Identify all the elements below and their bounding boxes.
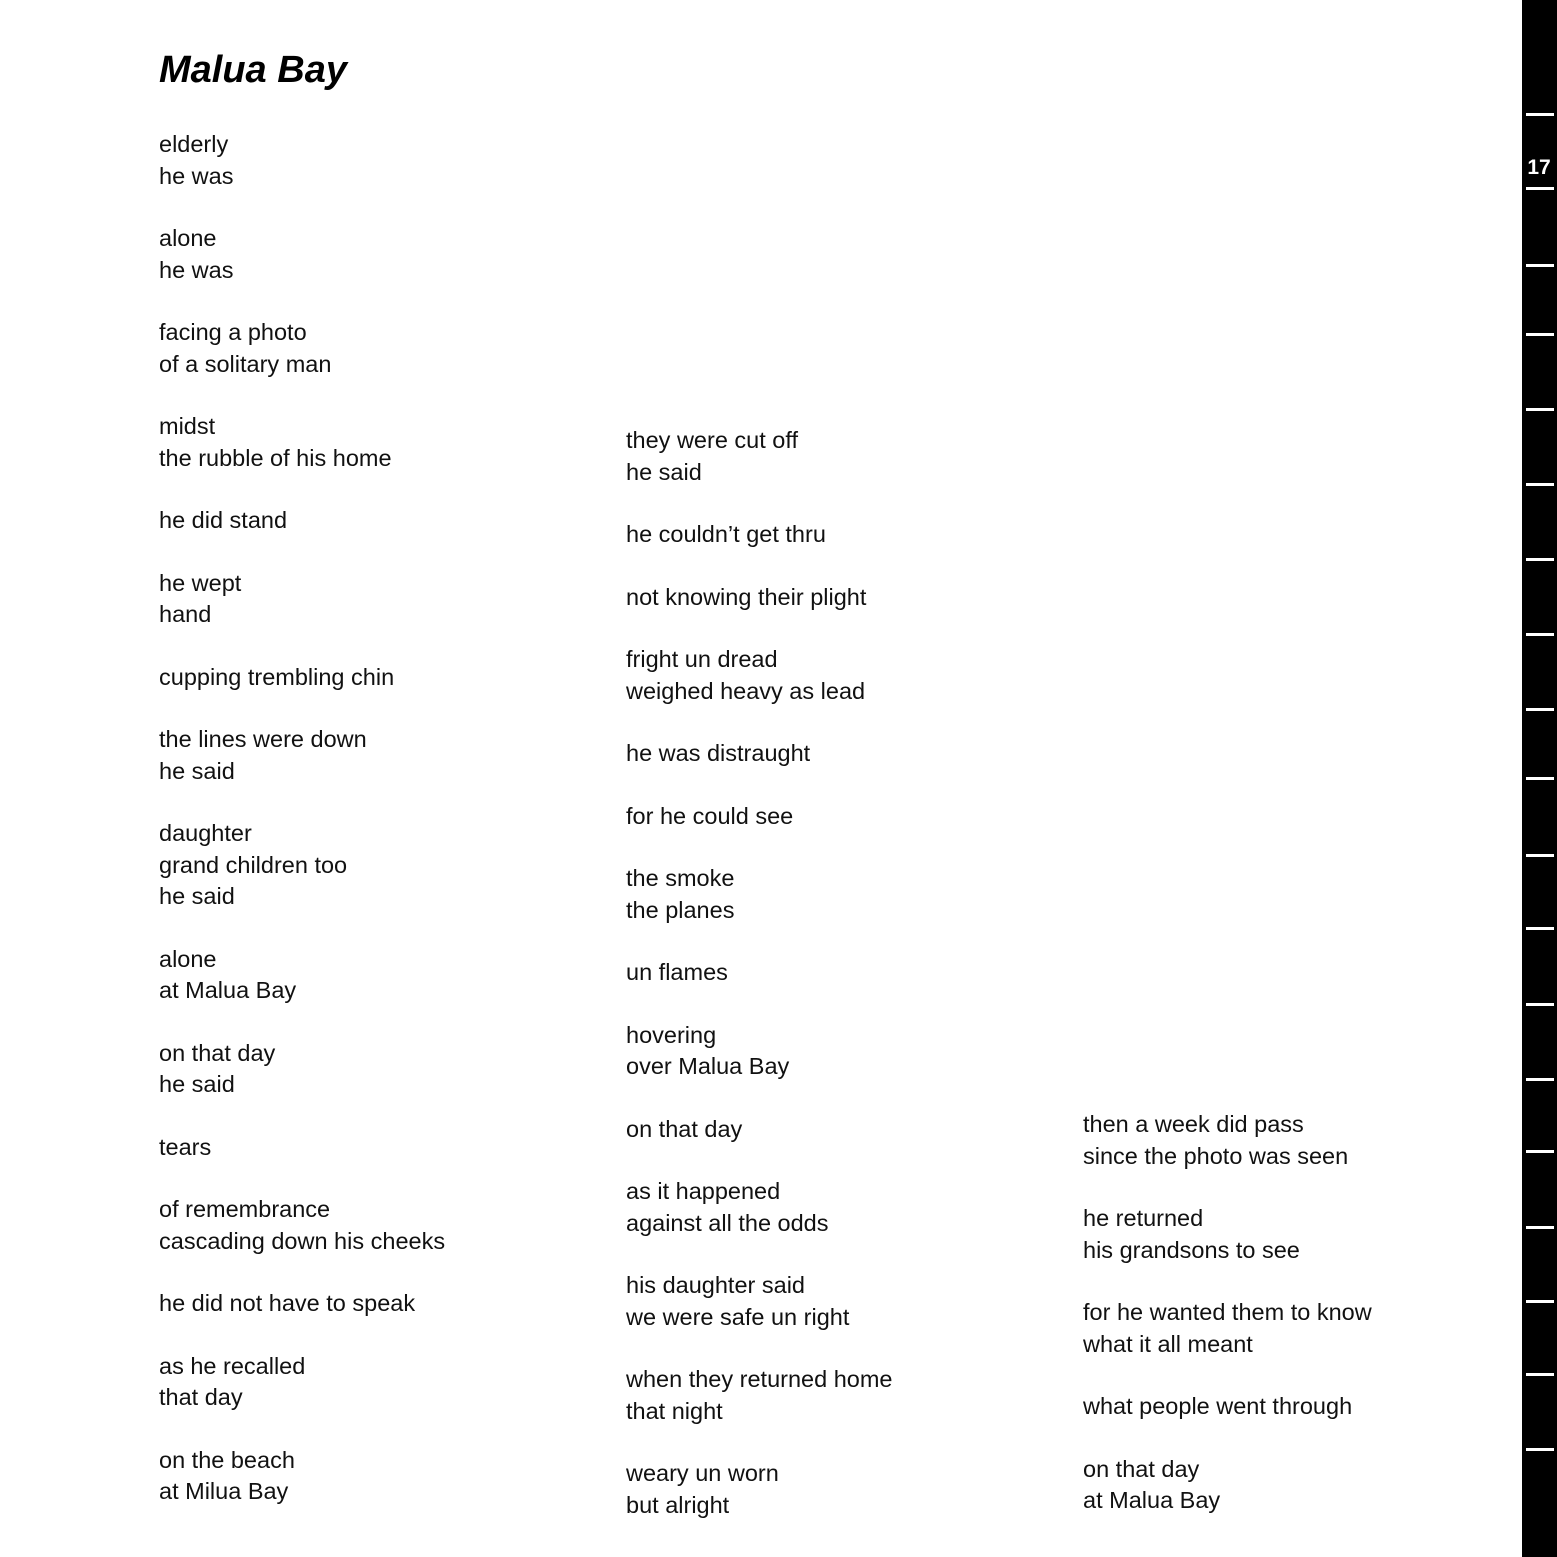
poem-line: alone xyxy=(159,945,217,972)
edge-tick-mark xyxy=(1526,1226,1554,1229)
stanza xyxy=(626,957,893,989)
edge-tick-mark xyxy=(1526,333,1554,336)
stanza xyxy=(159,1194,445,1257)
edge-tick-mark xyxy=(1526,633,1554,636)
poem-column-1 xyxy=(159,129,445,1539)
poem-line: that night xyxy=(626,1397,723,1424)
poem-line: when they returned home xyxy=(626,1366,893,1392)
poem-line: weighed heavy as lead xyxy=(626,677,866,704)
poem-line: he said xyxy=(626,458,702,485)
stanza xyxy=(159,223,445,286)
edge-tick-mark xyxy=(1526,1300,1554,1303)
poem-line: then a week did pass xyxy=(1083,1111,1304,1137)
stanza xyxy=(626,425,893,488)
stanza xyxy=(626,1020,893,1083)
poem-line: the lines were down xyxy=(159,726,367,752)
edge-tick-mark xyxy=(1526,777,1554,780)
stanza xyxy=(159,944,445,1007)
poem-column-3 xyxy=(1083,1109,1372,1548)
edge-tick-mark xyxy=(1526,1150,1554,1153)
poem-line: he was xyxy=(159,256,234,283)
stanza xyxy=(626,1458,893,1521)
stanza xyxy=(159,568,445,631)
poem-line: the smoke xyxy=(626,865,735,891)
poem-line: fright un dread xyxy=(626,646,778,672)
stanza xyxy=(626,1176,893,1239)
poem-line: hand xyxy=(159,601,212,627)
poem-line: at Malua Bay xyxy=(159,977,297,1003)
stanza xyxy=(159,1132,445,1164)
page-number: 17 xyxy=(1527,156,1551,179)
poem-line: for he wanted them to know xyxy=(1083,1299,1372,1325)
edge-tick-mark xyxy=(1526,927,1554,930)
poem-line: the rubble of his home xyxy=(159,444,392,471)
stanza xyxy=(159,1445,445,1508)
stanza xyxy=(159,818,445,913)
poem-line: his daughter said xyxy=(626,1272,805,1298)
stanza xyxy=(1083,1454,1372,1517)
poem-line: he said xyxy=(159,757,235,784)
stanza xyxy=(159,1288,445,1320)
edge-tick-mark xyxy=(1526,1373,1554,1376)
poem-line: he couldn’t get thru xyxy=(626,521,826,547)
poem-line: elderly xyxy=(159,131,229,157)
stanza xyxy=(626,644,893,707)
poem-line: they were cut off xyxy=(626,427,798,453)
edge-tick-mark xyxy=(1526,187,1554,190)
edge-tick-mark xyxy=(1526,558,1554,561)
poem-line: we were safe un right xyxy=(626,1303,850,1330)
poem-line: of remembrance xyxy=(159,1196,331,1222)
stanza xyxy=(159,662,445,694)
poem-line: as he recalled xyxy=(159,1352,306,1379)
poem-line: cascading down his cheeks xyxy=(159,1227,446,1254)
poem-line: since the photo was seen xyxy=(1083,1142,1349,1169)
stanza xyxy=(626,1114,893,1146)
edge-tick-mark xyxy=(1526,854,1554,857)
poem-line: he was xyxy=(159,162,234,189)
poem-line: what people went through xyxy=(1083,1393,1353,1419)
stanza xyxy=(626,1270,893,1333)
stanza xyxy=(626,801,893,833)
edge-tick-mark xyxy=(1526,1448,1554,1451)
poem-line: he said xyxy=(159,1071,235,1097)
poem-line: over Malua Bay xyxy=(626,1053,790,1079)
poem-line: hovering xyxy=(626,1021,717,1048)
poem-line: grand children too xyxy=(159,851,348,878)
poem-column-2 xyxy=(626,425,893,1552)
stanza xyxy=(1083,1297,1372,1360)
poem-line: he did not have to speak xyxy=(159,1290,416,1316)
poem-line: daughter xyxy=(159,820,252,846)
poem-line: against all the odds xyxy=(626,1209,829,1236)
stanza xyxy=(1083,1391,1372,1423)
poem-line: for he could see xyxy=(626,802,794,829)
poem-line: on that day xyxy=(626,1115,743,1142)
edge-tick-mark xyxy=(1526,1003,1554,1006)
poem-line: what it all meant xyxy=(1083,1330,1253,1357)
poem-line: not knowing their plight xyxy=(626,583,867,610)
poem-line: at Malua Bay xyxy=(1083,1487,1221,1513)
stanza xyxy=(159,724,445,787)
stanza xyxy=(626,519,893,551)
poem-line: of a solitary man xyxy=(159,350,332,377)
poem-line: midst xyxy=(159,413,216,439)
stanza xyxy=(159,411,445,474)
poem-line: facing a photo xyxy=(159,319,307,345)
poem-line: he returned xyxy=(1083,1205,1204,1231)
poem-line: the planes xyxy=(626,896,735,923)
poem-line: he said xyxy=(159,883,235,909)
poem-line: that day xyxy=(159,1384,243,1410)
stanza xyxy=(626,582,893,614)
stanza xyxy=(1083,1109,1372,1172)
stanza xyxy=(159,1038,445,1101)
poem-line: tears xyxy=(159,1133,212,1160)
edge-tick-mark xyxy=(1526,408,1554,411)
poem-line: but alright xyxy=(626,1491,730,1518)
poem-line: on that day xyxy=(1083,1455,1200,1482)
stanza xyxy=(1083,1203,1372,1266)
poem-line: on the beach xyxy=(159,1446,295,1473)
poem-line: on that day xyxy=(159,1039,276,1066)
edge-tick-mark xyxy=(1526,483,1554,486)
poem-title: Malua Bay xyxy=(159,49,347,91)
poem-line: he was distraught xyxy=(626,740,811,766)
edge-tick-mark xyxy=(1526,264,1554,267)
poem-line: as it happened xyxy=(626,1178,781,1204)
stanza xyxy=(626,863,893,926)
poem-line: his grandsons to see xyxy=(1083,1236,1300,1263)
poem-line: cupping trembling chin xyxy=(159,663,395,690)
poem-line: he did stand xyxy=(159,507,288,533)
stanza xyxy=(159,129,445,192)
stanza xyxy=(159,1351,445,1414)
poem-line: at Milua Bay xyxy=(159,1478,289,1504)
poem-line: he wept xyxy=(159,569,242,596)
poem-line: weary un worn xyxy=(626,1460,779,1486)
edge-tick-mark xyxy=(1526,113,1554,116)
stanza xyxy=(626,1364,893,1427)
stanza xyxy=(159,505,445,537)
edge-tick-mark xyxy=(1526,1078,1554,1081)
stanza xyxy=(626,738,893,770)
stanza xyxy=(159,317,445,380)
poem-line: alone xyxy=(159,225,217,251)
poem-line: un flames xyxy=(626,959,728,985)
edge-tick-mark xyxy=(1526,708,1554,711)
